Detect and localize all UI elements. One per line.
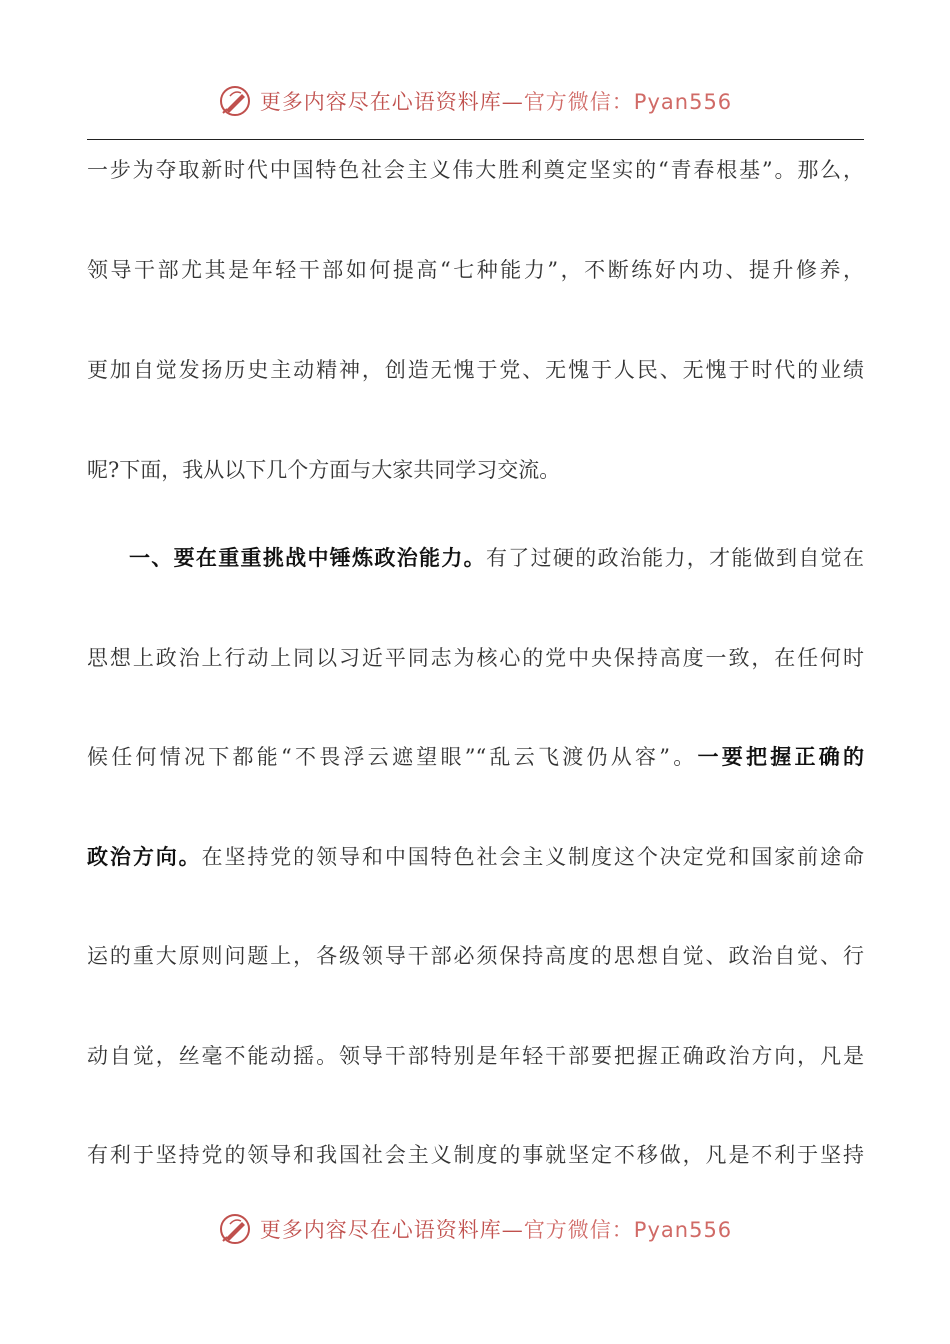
body-line: 动自觉，丝毫不能动摇。领导干部特别是年轻干部要把握正确政治方向，凡是	[87, 1044, 864, 1068]
body-line: 更加自觉发扬历史主动精神，创造无愧于党、无愧于人民、无愧于时代的业绩	[87, 358, 864, 382]
footer-wechat-id: 官方微信：Pyan556	[523, 1218, 733, 1242]
body-line: 运的重大原则问题上，各级领导干部必须保持高度的思想自觉、政治自觉、行	[87, 944, 864, 968]
header-banner-text: 更多内容尽在心语资料库—官方微信：Pyan556	[259, 90, 733, 114]
footer-banner	[0, 1212, 950, 1246]
pen-logo-icon	[218, 1212, 252, 1246]
body-line: 思想上政治上行动上同以习近平同志为核心的党中央保持高度一致，在任何时	[87, 646, 864, 670]
pen-logo-icon	[218, 84, 252, 118]
body-line: 呢?下面，我从以下几个方面与大家共同学习交流。	[87, 458, 561, 482]
header-banner	[0, 84, 950, 118]
body-line: 政治方向。在坚持党的领导和中国特色社会主义制度这个决定党和国家前途命	[87, 844, 864, 869]
body-line: 候任何情况下都能“不畏浮云遮望眼”“乱云飞渡仍从容”。一要把握正确的	[87, 744, 864, 769]
body-line: 一步为夺取新时代中国特色社会主义伟大胜利奠定坚实的“青春根基”。那么，	[87, 158, 864, 182]
footer-banner-text: 更多内容尽在心语资料库—官方微信：Pyan556	[259, 1218, 733, 1242]
body-line: 领导干部尤其是年轻干部如何提高“七种能力”，不断练好内功、提升修养，	[87, 258, 864, 282]
subheading-start: 一要把握正确的	[697, 744, 864, 769]
header-wechat-id: 官方微信：Pyan556	[523, 90, 733, 114]
body-line: 有利于坚持党的领导和我国社会主义制度的事就坚定不移做，凡是不利于坚持	[87, 1143, 864, 1167]
subheading-end: 政治方向。	[87, 844, 202, 869]
section-heading: 一、要在重重挑战中锤炼政治能力。	[129, 545, 486, 570]
header-divider	[87, 139, 864, 140]
section-heading-line: 一、要在重重挑战中锤炼政治能力。有了过硬的政治能力，才能做到自觉在	[129, 545, 864, 570]
